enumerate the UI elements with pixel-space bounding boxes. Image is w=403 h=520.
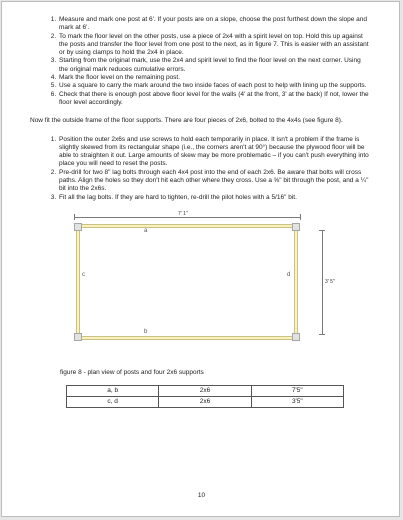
list-item: 3. Starting from the original mark, use the 2x4 and spirit level to find the floor level on the next corner. Using the original mark reduces cumulative errors. <box>58 57 370 74</box>
table-cell: a, b <box>67 386 159 397</box>
table-cell: 3'5" <box>251 397 343 408</box>
dimension-tick <box>74 214 75 220</box>
figure-caption: figure 8 - plan view of posts and four 2x6 supports <box>60 368 204 376</box>
page-number: 10 <box>197 492 206 499</box>
list-item: 4. Mark the floor level on the remaining post. <box>58 74 370 82</box>
list-item: 1. Measure and mark one post at 6'. If your posts are on a slope, choose the post furthest down the slope and mark at 6'. <box>58 16 370 33</box>
list-item: 2. To mark the floor level on the other posts, use a piece of 2x4 with a spirit level on top. Hold this up against the posts and transfer the floor level from one post to the next, as in figure 7. This is easier with an assistant or by using clamps to hold the 2x4 in place. <box>58 33 370 58</box>
board-a <box>74 224 300 228</box>
height-dimension-label: 3' 5" <box>325 278 335 285</box>
board-c <box>76 226 80 338</box>
label-a: a <box>144 227 148 234</box>
dimension-tick <box>319 230 325 231</box>
table-row <box>67 386 344 397</box>
table-cell: c, d <box>67 397 159 408</box>
corner-post <box>292 223 300 231</box>
list-item: 3. Fit all the lag bolts. If they are hard to tighten, re-drill the pilot holes with a 5/16" bit. <box>58 194 370 202</box>
list-item: 2. Pre-drill for two 8" lag bolts through each 4x4 post into the end of each 2x6. Be aware that bolts will cross paths. Align the holes so they don't hit each other where they cross. Use a ⅝" bit through the post, and a ¼" bit into the 2x6s. <box>58 169 370 194</box>
list-item: 1. Position the outer 2x6s and use screws to hold each temporarily in place. It isn't a problem if the frame is slightly skewed from its rectangular shape (i.e., the corners aren't at 90°) because the plywood floor will be able to straighten it out. Large amounts of skew may be more problematic – if you can't push everything into place you will need to reset the posts. <box>58 136 370 169</box>
width-dimension-label: 7' 1" <box>178 210 188 217</box>
label-b: b <box>144 328 148 335</box>
height-dimension-line <box>322 230 323 334</box>
floor-level-steps <box>40 16 370 107</box>
label-c: c <box>82 271 85 278</box>
corner-post <box>74 333 82 341</box>
table-cell: 7'5" <box>251 386 343 397</box>
dimension-tick <box>300 214 301 220</box>
frame-steps <box>40 136 370 202</box>
label-d: d <box>287 271 291 278</box>
board-b <box>74 336 300 340</box>
intro-paragraph: Now fit the outside frame of the floor supports. There are four pieces of 2x6, bolted to the 4x4s (see figure 8). <box>30 117 343 125</box>
corner-post <box>74 223 82 231</box>
document-page <box>1 1 400 517</box>
table-row <box>67 397 344 408</box>
plan-view-figure <box>40 210 370 355</box>
list-item: 6. Check that there is enough post above floor level for the walls (4' at the front, 3' at the back) If not, lower the floor level accordingly. <box>58 91 370 108</box>
corner-post <box>292 333 300 341</box>
table-cell: 2x6 <box>159 386 251 397</box>
table-cell: 2x6 <box>159 397 251 408</box>
page-content <box>30 16 370 408</box>
dimension-tick <box>319 334 325 335</box>
board-d <box>294 226 298 338</box>
cut-list-table <box>66 385 344 408</box>
list-item: 5. Use a square to carry the mark around the two inside faces of each post to help with lining up the supports. <box>58 82 370 90</box>
